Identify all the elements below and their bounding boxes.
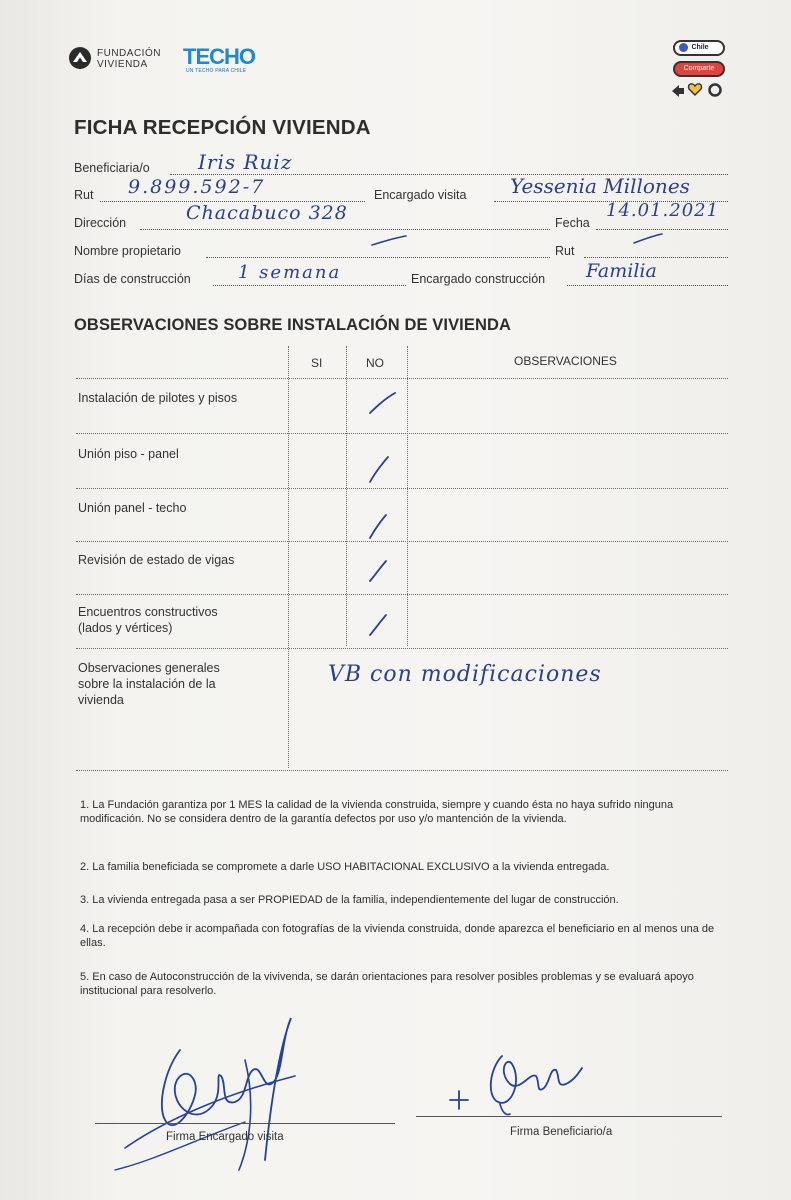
rut2-label: Rut xyxy=(555,244,575,258)
col-divider-1 xyxy=(288,346,289,768)
col-no-header: NO xyxy=(366,356,384,370)
observaciones-generales-label: Observaciones generales sobre la instalación de la vivienda xyxy=(78,661,220,707)
comparte-pill: Comparte xyxy=(673,61,725,77)
col-si-header: SI xyxy=(311,356,323,370)
rut2-dash-mark xyxy=(632,232,664,246)
encargado-signature-scribble xyxy=(95,1010,325,1180)
note-item: 1. La Fundación garantiza por 1 MES la calidad de la vivienda construida, siempre y cuando ésta no haya sufrido ninguna modificación. No se considera dentro de la garantía defectos por uso y/o mantención de la vivienda. xyxy=(80,799,674,825)
techo-tagline: UN TECHO PARA CHILE xyxy=(186,68,247,74)
table-row-label: Unión piso - panel xyxy=(78,447,179,461)
rut2-line xyxy=(584,257,728,258)
row-divider xyxy=(76,378,728,379)
row-divider xyxy=(76,770,728,771)
col-obs-header: OBSERVACIONES xyxy=(514,354,617,368)
direccion-line xyxy=(140,229,550,230)
form-title: FICHA RECEPCIÓN VIVIENDA xyxy=(74,116,371,139)
techo-logo: TECHO xyxy=(183,44,255,69)
beneficiario-signature-label: Firma Beneficiario/a xyxy=(510,1126,613,1138)
fecha-value[interactable]: 14.01.2021 xyxy=(606,200,720,221)
encargado-construccion-label: Encargado construcción xyxy=(411,272,546,286)
beneficiario-value[interactable]: Iris Ruiz xyxy=(198,150,293,174)
table-row-label: Instalación de pilotes y pisos xyxy=(78,391,238,405)
dias-line xyxy=(213,285,406,286)
row-divider xyxy=(76,488,728,489)
no-checkmark[interactable] xyxy=(366,558,390,584)
col-divider-3 xyxy=(407,346,408,646)
row-divider xyxy=(76,541,728,542)
encargado-signature-line xyxy=(95,1123,395,1124)
beneficiario-signature-line xyxy=(416,1116,722,1117)
fundacion-vivienda-logo-icon xyxy=(68,46,92,70)
row-divider xyxy=(76,648,728,649)
chile-comparte-logo xyxy=(669,40,729,102)
table-row-label: Unión panel - techo xyxy=(78,501,187,515)
note-item: 5. En caso de Autoconstrucción de la vivivenda, se darán orientaciones para resolver posibles problemas y se evaluará apoyo institucional para resolverlo. xyxy=(80,971,694,997)
beneficiario-label: Beneficiaria/o xyxy=(74,161,150,175)
dias-label: Días de construcción xyxy=(74,272,191,286)
hands-heart-icon xyxy=(669,80,729,98)
row-divider xyxy=(76,433,728,434)
beneficiario-signature-scribble xyxy=(440,1028,590,1118)
no-checkmark[interactable] xyxy=(366,512,390,540)
encargado-visita-label: Encargado visita xyxy=(374,188,467,202)
chile-pill: Chile xyxy=(673,40,725,56)
propietario-dash-mark xyxy=(370,234,410,248)
note-item: 2. La familia beneficiada se compromete a darle USO HABITACIONAL EXCLUSIVO a la vivienda entregada. xyxy=(80,861,610,873)
no-checkmark[interactable] xyxy=(366,612,390,638)
fundacion-vivienda-logo-text: FUNDACIÓN VIVIENDA xyxy=(97,48,161,70)
table-row-label: Encuentros constructivos (lados y vértices) xyxy=(78,605,218,635)
no-checkmark[interactable] xyxy=(366,390,398,416)
rut-value[interactable]: 9.899.592-7 xyxy=(128,176,266,198)
fecha-line xyxy=(596,229,728,230)
no-checkmark[interactable] xyxy=(366,454,392,484)
dias-value[interactable]: 1 semana xyxy=(238,262,342,283)
direccion-value[interactable]: Chacabuco 328 xyxy=(186,202,348,224)
fecha-label: Fecha xyxy=(555,216,590,230)
col-divider-2 xyxy=(346,346,347,646)
row-divider xyxy=(76,594,728,595)
rut-label: Rut xyxy=(74,188,94,202)
direccion-label: Dirección xyxy=(74,216,127,230)
encargado-signature-label: Firma Encargado visita xyxy=(166,1131,284,1143)
observaciones-title: OBSERVACIONES SOBRE INSTALACIÓN DE VIVIENDA xyxy=(74,316,512,334)
note-item: 4. La recepción debe ir acompañada con fotografías de la vivienda construida, donde aparezca el beneficiario en al menos una de ellas. xyxy=(80,923,715,949)
encargado-visita-value[interactable]: Yessenia Millones xyxy=(510,174,690,198)
table-row-label: Revisión de estado de vigas xyxy=(78,553,235,567)
encargado-construccion-value[interactable]: Familia xyxy=(586,260,657,282)
globe-icon xyxy=(679,43,688,52)
observaciones-generales-value[interactable]: VB con modificaciones xyxy=(328,662,602,687)
note-item: 3. La vivienda entregada pasa a ser PROPIEDAD de la familia, independientemente del lugar de construcción. xyxy=(80,894,619,906)
propietario-label: Nombre propietario xyxy=(74,244,181,258)
propietario-line xyxy=(206,257,550,258)
encargado-construccion-line xyxy=(567,285,728,286)
